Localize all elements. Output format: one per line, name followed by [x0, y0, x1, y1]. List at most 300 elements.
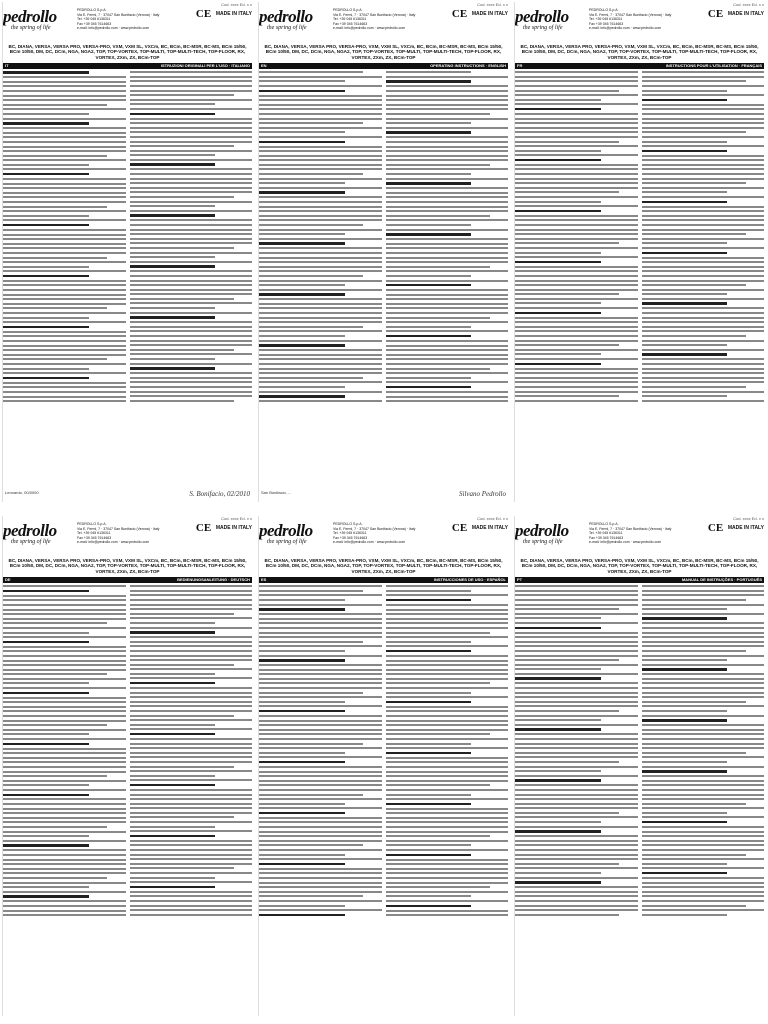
- text-line: [130, 85, 253, 87]
- text-line: [3, 826, 107, 828]
- text-line: [3, 706, 126, 708]
- text-line: [642, 729, 765, 731]
- text-line: [130, 131, 253, 133]
- text-line: [642, 867, 765, 869]
- text-line: [386, 895, 472, 897]
- text-column-left: [259, 585, 382, 985]
- text-line: [642, 645, 765, 647]
- text-line: [642, 844, 765, 846]
- text-line: [642, 863, 728, 865]
- text-line: [3, 294, 126, 296]
- text-line: [515, 840, 638, 842]
- text-line: [642, 715, 765, 717]
- made-in-italy: MADE IN ITALY: [471, 11, 508, 17]
- text-line: [386, 905, 472, 907]
- text-line: [259, 155, 382, 157]
- text-line: [386, 678, 509, 680]
- text-line: [259, 284, 345, 286]
- text-line: [3, 784, 89, 786]
- text-line: [130, 80, 253, 82]
- text-line: [259, 858, 382, 860]
- text-line: [642, 812, 728, 814]
- text-line: [259, 312, 382, 314]
- text-line: [259, 669, 382, 671]
- company-address: [333, 522, 448, 545]
- text-line: [130, 668, 253, 670]
- text-line: [259, 682, 382, 684]
- text-line: [259, 395, 345, 397]
- text-line: [130, 219, 253, 221]
- text-line: [642, 641, 765, 643]
- text-line: [386, 330, 509, 332]
- text-line: [386, 585, 509, 587]
- text-line: [386, 270, 509, 272]
- text-line: [515, 816, 638, 818]
- text-line: [130, 293, 253, 295]
- text-line: [259, 641, 363, 643]
- text-line: [3, 877, 107, 879]
- text-line: [386, 99, 509, 101]
- text-line: [515, 627, 601, 629]
- text-line: [130, 622, 216, 624]
- text-line: [130, 728, 253, 730]
- text-line: [642, 247, 765, 249]
- text-line: [642, 108, 765, 110]
- brand-name: pedrollo: [515, 521, 569, 540]
- text-line: [642, 201, 728, 203]
- text-line: [515, 835, 638, 837]
- text-line: [642, 340, 765, 342]
- language-code: EN: [261, 63, 267, 69]
- text-line: [259, 608, 345, 610]
- text-line: [642, 196, 765, 198]
- text-line: [130, 807, 253, 809]
- text-line: [3, 844, 89, 846]
- text-line: [642, 655, 765, 657]
- text-line: [3, 76, 126, 78]
- text-line: [386, 298, 509, 300]
- text-line: [3, 178, 126, 180]
- text-line: [386, 914, 509, 916]
- text-line: [3, 261, 126, 263]
- text-line: [642, 284, 746, 286]
- text-line: [386, 275, 472, 277]
- text-line: [259, 131, 345, 133]
- street: Via E. Fermi, 7 · 37047 San Bonifacio (Verona) · Italy: [589, 526, 672, 531]
- text-line: [130, 701, 253, 703]
- text-line: [515, 103, 638, 105]
- brand-name: pedrollo: [3, 7, 57, 26]
- text-line: [130, 307, 216, 309]
- text-line: [259, 599, 345, 601]
- text-line: [642, 344, 728, 346]
- text-line: [386, 233, 472, 235]
- text-line: [386, 127, 509, 129]
- text-line: [515, 905, 638, 907]
- text-columns: [515, 585, 764, 985]
- text-line: [386, 252, 509, 254]
- text-line: [259, 655, 382, 657]
- text-line: [515, 668, 601, 670]
- text-line: [515, 715, 638, 717]
- company-address: [589, 522, 704, 545]
- text-line: [642, 849, 765, 851]
- logo: [3, 8, 73, 31]
- text-line: [515, 229, 638, 231]
- text-line: [130, 173, 253, 175]
- text-line: [259, 798, 382, 800]
- text-line: [386, 872, 509, 874]
- text-line: [642, 335, 746, 337]
- company-name: PEDROLLO S.p.A.: [77, 8, 107, 12]
- text-line: [642, 882, 765, 884]
- text-line: [386, 118, 509, 120]
- text-line: [642, 187, 765, 189]
- text-line: [259, 173, 363, 175]
- text-line: [515, 335, 638, 337]
- text-line: [386, 372, 509, 374]
- text-line: [642, 257, 765, 259]
- text-line: [259, 257, 382, 259]
- text-line: [642, 756, 765, 758]
- text-line: [130, 205, 216, 207]
- text-line: [3, 710, 126, 712]
- text-line: [130, 803, 253, 805]
- text-line: [642, 895, 765, 897]
- street: Via E. Fermi, 7 · 37047 San Bonifacio (Verona) · Italy: [77, 12, 160, 17]
- text-line: [259, 891, 382, 893]
- model-list: BC, DIANA, VERSA, VERSA PRO, VERSA-PRO, VXM, VXM SL, VXCm, BC, BCm, BC-MSR, BC-MS, BCm 15/50, BCm 10/50, DM, DC, DCm, NGA, NGA2, TOP, TOP-VORTEX, TOP-MULTI, TOP-MULTI-TECH, TOP-FLOOR, RX, VORTEX, ZXm, ZX, BCm-TOP: [264, 44, 503, 60]
- text-line: [642, 701, 746, 703]
- web: e-mail: info@pedrollo.com · www.pedrollo.com: [77, 26, 150, 30]
- text-line: [3, 780, 126, 782]
- text-line: [515, 867, 638, 869]
- text-line: [515, 173, 638, 175]
- text-line: [3, 882, 126, 884]
- text-line: [130, 372, 253, 374]
- text-line: [386, 696, 509, 698]
- text-line: [515, 247, 638, 249]
- text-line: [386, 257, 509, 259]
- text-line: [259, 178, 382, 180]
- text-line: [3, 729, 126, 731]
- text-line: [386, 238, 509, 240]
- company-name: PEDROLLO S.p.A.: [333, 8, 363, 12]
- text-line: [642, 275, 765, 277]
- text-line: [130, 99, 253, 101]
- text-line: [259, 358, 382, 360]
- top-note: Cod. xxxx Ed. x x: [221, 516, 252, 521]
- text-line: [259, 868, 382, 870]
- text-line: [386, 632, 490, 634]
- text-line: [386, 682, 490, 684]
- text-line: [642, 118, 765, 120]
- text-line: [642, 145, 765, 147]
- text-line: [130, 229, 253, 231]
- text-line: [642, 872, 728, 874]
- text-line: [130, 316, 216, 318]
- text-line: [386, 168, 509, 170]
- text-line: [259, 127, 382, 129]
- text-line: [130, 604, 253, 606]
- text-line: [3, 669, 126, 671]
- text-line: [3, 738, 126, 740]
- text-line: [3, 660, 126, 662]
- text-line: [259, 664, 382, 666]
- text-line: [515, 353, 601, 355]
- text-line: [386, 178, 509, 180]
- text-line: [259, 882, 382, 884]
- text-line: [259, 159, 382, 161]
- text-line: [386, 835, 490, 837]
- text-line: [259, 71, 363, 73]
- text-line: [130, 187, 253, 189]
- text-line: [259, 270, 382, 272]
- text-line: [515, 164, 638, 166]
- text-line: [259, 266, 382, 268]
- text-line: [515, 710, 619, 712]
- brand-name: pedrollo: [3, 521, 57, 540]
- text-line: [642, 696, 765, 698]
- text-line: [3, 761, 126, 763]
- text-line: [642, 71, 765, 73]
- text-line: [515, 830, 601, 832]
- text-line: [130, 900, 253, 902]
- text-line: [386, 146, 509, 148]
- text-line: [642, 590, 765, 592]
- text-line: [259, 775, 382, 777]
- text-line: [515, 636, 638, 638]
- text-line: [515, 71, 638, 73]
- text-line: [259, 585, 382, 587]
- text-line: [386, 80, 472, 82]
- text-line: [515, 187, 638, 189]
- text-line: [515, 914, 619, 916]
- text-line: [515, 298, 638, 300]
- text-line: [3, 196, 126, 198]
- text-line: [259, 659, 345, 661]
- text-line: [515, 321, 638, 323]
- text-line: [386, 854, 472, 856]
- text-line: [386, 122, 472, 124]
- text-line: [259, 289, 382, 291]
- text-line: [386, 386, 472, 388]
- text-line: [3, 243, 126, 245]
- panel-italian: [2, 2, 252, 502]
- text-line: [259, 632, 382, 634]
- section-bar: [259, 63, 508, 69]
- text-line: [259, 771, 382, 773]
- text-line: [386, 76, 509, 78]
- text-line: [259, 613, 382, 615]
- text-line: [642, 905, 746, 907]
- text-line: [3, 266, 89, 268]
- text-line: [259, 817, 382, 819]
- text-line: [130, 275, 253, 277]
- text-line: [3, 724, 107, 726]
- section-bar: [259, 577, 508, 583]
- company-address: [77, 522, 192, 545]
- text-line: [642, 381, 765, 383]
- text-line: [642, 752, 746, 754]
- text-line: [3, 280, 126, 282]
- logo: [259, 8, 329, 31]
- model-list: BC, DIANA, VERSA, VERSA PRO, VERSA-PRO, VXM, VXM SL, VXCm, BC, BCm, BC-MSR, BC-MS, BCm 15/50, BCm 10/50, DM, DC, DCm, NGA, NGA2, TOP, TOP-VORTEX, TOP-MULTI, TOP-MULTI-TECH, TOP-FLOOR, RX, VORTEX, ZXm, ZX, BCm-TOP: [8, 558, 247, 574]
- text-line: [386, 206, 509, 208]
- text-line: [642, 136, 765, 138]
- fax: Fax +39 045 7614663: [77, 21, 112, 26]
- text-line: [130, 363, 253, 365]
- text-line: [515, 270, 638, 272]
- text-line: [515, 224, 638, 226]
- text-line: [130, 812, 253, 814]
- text-line: [3, 340, 126, 342]
- text-line: [3, 701, 126, 703]
- text-line: [259, 701, 345, 703]
- text-line: [259, 354, 382, 356]
- text-line: [386, 113, 490, 115]
- text-line: [642, 719, 728, 721]
- ce-mark-icon: CE: [451, 8, 468, 20]
- text-line: [259, 242, 345, 244]
- text-line: [386, 868, 509, 870]
- text-line: [130, 340, 253, 342]
- text-line: [3, 673, 107, 675]
- text-line: [130, 377, 253, 379]
- made-in-italy: MADE IN ITALY: [727, 11, 764, 17]
- text-line: [515, 122, 638, 124]
- ce-mark-icon: CE: [195, 8, 212, 20]
- text-line: [386, 210, 509, 212]
- text-column-right: [386, 585, 509, 985]
- text-line: [3, 113, 89, 115]
- text-line: [386, 594, 509, 596]
- text-line: [515, 90, 619, 92]
- text-line: [259, 914, 345, 916]
- text-line: [642, 377, 765, 379]
- text-line: [3, 863, 126, 865]
- text-line: [130, 154, 216, 156]
- text-line: [3, 321, 126, 323]
- text-line: [386, 136, 509, 138]
- text-line: [259, 705, 382, 707]
- text-line: [515, 784, 638, 786]
- text-line: [3, 335, 126, 337]
- company-name: PEDROLLO S.p.A.: [589, 8, 619, 12]
- text-line: [515, 261, 601, 263]
- section-title: MANUAL DE INSTRUÇÕES · PORTUGUÊS: [681, 577, 762, 583]
- text-line: [386, 349, 509, 351]
- text-line: [130, 617, 253, 619]
- text-line: [642, 705, 765, 707]
- logo: [259, 522, 329, 545]
- text-line: [515, 622, 638, 624]
- text-line: [642, 289, 765, 291]
- company-address: [77, 8, 192, 31]
- text-line: [3, 122, 89, 124]
- text-line: [386, 590, 472, 592]
- text-line: [642, 233, 746, 235]
- text-line: [386, 747, 509, 749]
- signature: S. Bonifacio, 02/2010: [189, 490, 250, 498]
- text-line: [259, 377, 363, 379]
- text-line: [642, 724, 765, 726]
- text-line: [515, 118, 638, 120]
- ce-mark-icon: CE: [451, 522, 468, 534]
- text-line: [386, 844, 472, 846]
- text-line: [130, 136, 253, 138]
- text-line: [386, 650, 472, 652]
- language-code: DE: [5, 577, 11, 583]
- text-line: [642, 891, 765, 893]
- text-line: [130, 844, 253, 846]
- text-line: [130, 682, 216, 684]
- text-line: [130, 326, 253, 328]
- text-line: [386, 294, 509, 296]
- text-line: [386, 660, 509, 662]
- made-in-italy: MADE IN ITALY: [215, 525, 252, 531]
- made-in-italy: MADE IN ITALY: [215, 11, 252, 17]
- text-line: [642, 789, 765, 791]
- text-line: [515, 812, 619, 814]
- text-line: [642, 594, 765, 596]
- model-list: BC, DIANA, VERSA, VERSA PRO, VERSA-PRO, VXM, VXM SL, VXCm, BC, BCm, BC-MSR, BC-MS, BCm 15/50, BCm 10/50, DM, DC, DCm, NGA, NGA2, TOP, TOP-VORTEX, TOP-MULTI, TOP-MULTI-TECH, TOP-FLOOR, RX, VORTEX, ZXm, ZX, BCm-TOP: [520, 558, 759, 574]
- text-line: [259, 678, 382, 680]
- text-line: [259, 743, 363, 745]
- text-line: [259, 780, 382, 782]
- text-line: [259, 692, 363, 694]
- text-columns: [515, 71, 764, 471]
- text-line: [642, 215, 765, 217]
- text-line: [642, 710, 728, 712]
- text-line: [515, 900, 638, 902]
- text-columns: [3, 585, 252, 985]
- web: e-mail: info@pedrollo.com · www.pedrollo.com: [333, 26, 406, 30]
- text-line: [515, 191, 619, 193]
- text-line: [515, 391, 638, 393]
- text-line: [515, 673, 638, 675]
- street: Via E. Fermi, 7 · 37047 San Bonifacio (Verona) · Italy: [77, 526, 160, 531]
- text-line: [642, 831, 765, 833]
- text-line: [259, 85, 382, 87]
- text-column-left: [515, 71, 638, 471]
- text-line: [130, 673, 216, 675]
- text-line: [259, 363, 382, 365]
- text-line: [642, 191, 728, 193]
- text-line: [130, 784, 216, 786]
- text-line: [386, 187, 509, 189]
- text-line: [130, 724, 216, 726]
- text-line: [515, 664, 638, 666]
- text-line: [259, 150, 382, 152]
- text-line: [130, 71, 253, 73]
- text-line: [3, 368, 89, 370]
- text-line: [3, 275, 89, 277]
- text-line: [3, 155, 107, 157]
- text-line: [642, 613, 765, 615]
- text-column-left: [3, 585, 126, 985]
- header: [259, 8, 508, 42]
- text-line: [3, 391, 126, 393]
- text-line: [130, 90, 253, 92]
- tagline: the spring of life: [11, 539, 51, 545]
- text-line: [259, 724, 382, 726]
- text-line: [3, 840, 126, 842]
- text-line: [130, 645, 253, 647]
- text-line: [259, 317, 382, 319]
- text-line: [3, 678, 126, 680]
- text-line: [515, 136, 638, 138]
